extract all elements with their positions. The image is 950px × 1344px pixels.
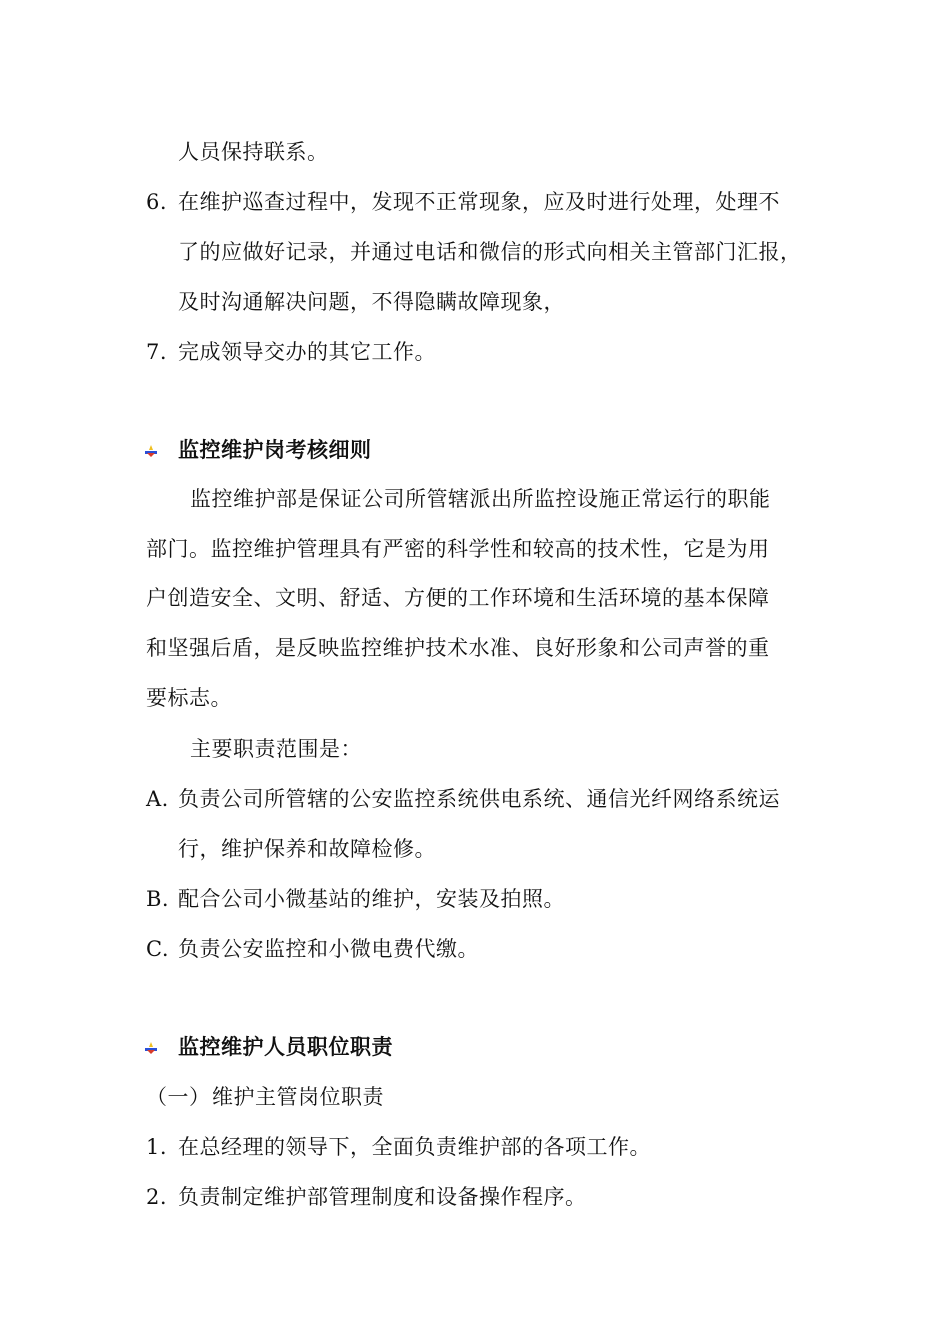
list-item-label: 2. (146, 1185, 168, 1209)
list-item-label: B. (146, 887, 170, 911)
text-line: 在维护巡查过程中，发现不正常现象，应及时进行处理，处理不 (178, 190, 780, 214)
text-line: 及时沟通解决问题，不得隐瞒故障现象， (178, 290, 565, 314)
arrow-bullet-icon (144, 444, 158, 458)
paragraph-line: 户创造安全、文明、舒适、方便的工作环境和生活环境的基本保障 (146, 586, 770, 610)
list-item-label: C. (146, 937, 169, 961)
paragraph-line: 要标志。 (146, 686, 232, 710)
list-item-text: 负责公司所管辖的公安监控系统供电系统、通信光纤网络系统运 (178, 787, 780, 811)
paragraph-line: 监控维护部是保证公司所管辖派出所监控设施正常运行的职能 (190, 487, 771, 511)
subsection-title: 维护主管岗位职责 (212, 1085, 384, 1109)
text-line: 完成领导交办的其它工作。 (178, 340, 436, 364)
list-item-number: 7. (146, 340, 168, 364)
arrow-bullet-icon (144, 1041, 158, 1055)
section-heading: 监控维护人员职位职责 (178, 1035, 393, 1059)
list-item-text: 在总经理的领导下，全面负责维护部的各项工作。 (178, 1135, 651, 1159)
list-item-text: 行，维护保养和故障检修。 (178, 837, 436, 861)
section-heading: 监控维护岗考核细则 (178, 438, 372, 462)
list-item-text: 配合公司小微基站的维护，安装及拍照。 (178, 887, 565, 911)
text-line: 了的应做好记录，并通过电话和微信的形式向相关主管部门汇报， (178, 240, 802, 264)
paragraph-line: 和坚强后盾，是反映监控维护技术水准、良好形象和公司声誉的重 (146, 636, 770, 660)
list-item-number: 6. (146, 190, 168, 214)
subsection-label: （一） (146, 1085, 211, 1109)
text-line: 人员保持联系。 (178, 140, 329, 164)
list-item-label: A. (146, 787, 169, 811)
scope-title: 主要职责范围是： (190, 737, 362, 761)
list-item-text: 负责制定维护部管理制度和设备操作程序。 (178, 1185, 587, 1209)
list-item-text: 负责公安监控和小微电费代缴。 (178, 937, 479, 961)
paragraph-line: 部门。监控维护管理具有严密的科学性和较高的技术性，它是为用 (146, 537, 770, 561)
list-item-label: 1. (146, 1135, 168, 1159)
